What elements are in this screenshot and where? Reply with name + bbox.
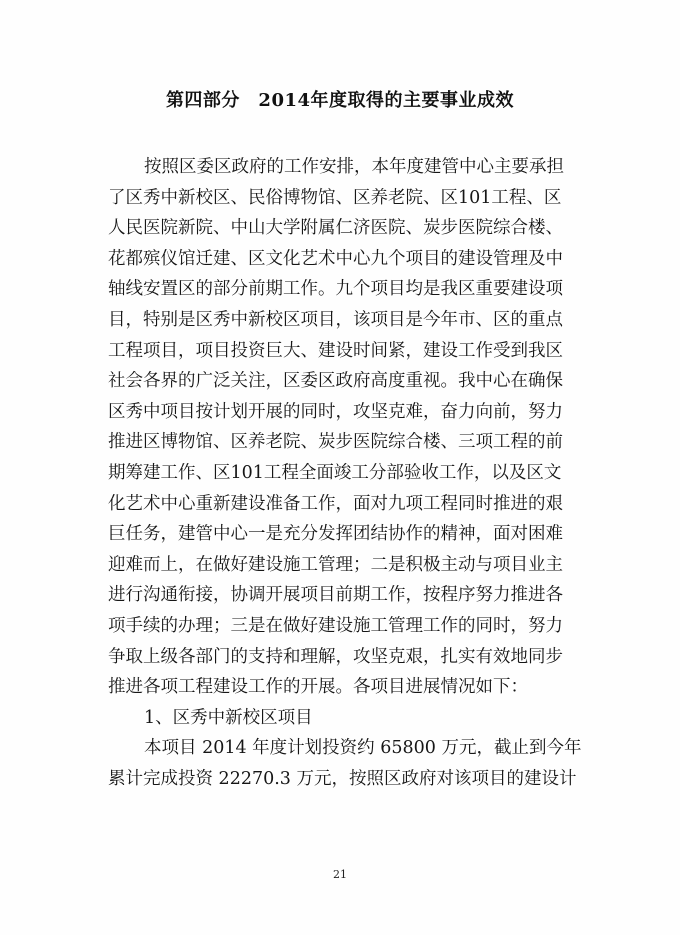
- body-text: [108, 152, 588, 794]
- paragraph-line: 推进各项工程建设工作的开展。各项目进展情况如下：: [108, 677, 528, 698]
- paragraph-line: 项手续的办理；三是在做好建设施工管理工作的同时，努力: [108, 615, 563, 636]
- paragraph-line: 巨任务，建管中心一是充分发挥团结协作的精神，面对困难: [108, 524, 563, 545]
- paragraph-line: 累计完成投资 22270.3 万元，按照区政府对该项目的建设计: [108, 768, 577, 789]
- paragraph-line: 了区秀中新校区、民俗博物馆、区养老院、区101工程、区: [108, 187, 562, 208]
- paragraph-line: 人民医院新院、中山大学附属仁济医院、炭步医院综合楼、: [108, 218, 563, 239]
- paragraph-line: 目，特别是区秀中新校区项目，该项目是今年市、区的重点: [108, 309, 563, 330]
- paragraph-line: 本项目 2014 年度计划投资约 65800 万元，截止到今年: [144, 738, 582, 759]
- paragraph-line: 迎难而上，在做好建设施工管理；二是积极主动与项目业主: [108, 554, 563, 575]
- paragraph-line: 区秀中项目按计划开展的同时，攻坚克难，奋力向前，努力: [108, 401, 563, 422]
- paragraph-line: 工程项目，项目投资巨大、建设时间紧，建设工作受到我区: [108, 340, 563, 361]
- paragraph-line: 社会各界的广泛关注，区委区政府高度重视。我中心在确保: [108, 371, 563, 392]
- paragraph-line: 进行沟通衔接，协调开展项目前期工作，按程序努力推进各: [108, 585, 563, 606]
- paragraph-line: 按照区委区政府的工作安排，本年度建管中心主要承担: [144, 157, 564, 177]
- paragraph-line: 花都殡仪馆迁建、区文化艺术中心九个项目的建设管理及中: [108, 248, 563, 269]
- section-title: 第四部分 2014年度取得的主要事业成效: [165, 90, 515, 111]
- subsection-heading: 1、区秀中新校区项目: [144, 707, 313, 728]
- paragraph-line: 争取上级各部门的支持和理解，攻坚克艰，扎实有效地同步: [108, 646, 563, 667]
- paragraph-line: 轴线安置区的部分前期工作。九个项目均是我区重要建设项: [108, 279, 563, 300]
- paragraph-line: 期筹建工作、区101工程全面竣工分部验收工作，以及区文: [108, 462, 562, 483]
- page-number: 21: [333, 868, 347, 881]
- paragraph-line: 推进区博物馆、区养老院、炭步医院综合楼、三项工程的前: [108, 432, 563, 453]
- paragraph-line: 化艺术中心重新建设准备工作，面对九项工程同时推进的艰: [108, 493, 563, 514]
